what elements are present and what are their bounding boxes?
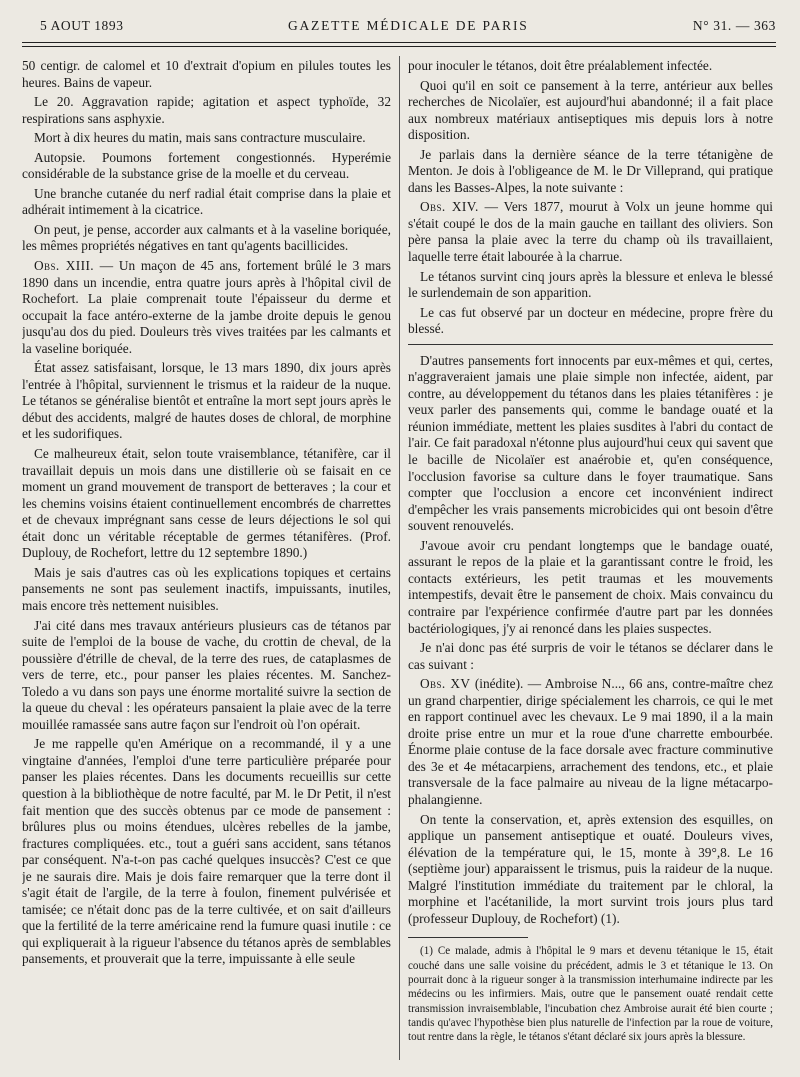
paragraph: [22, 446, 391, 562]
paragraph: [22, 222, 391, 255]
paragraph-text: J'avoue avoir cru pendant longtemps que le bandage ouaté, assurant le repos de la plaie et la garantissant contre le froid, les contacts extérieurs, les petit traumas et les mouvements intempestifs, devait être le pansement de choix. Mais convaincu du contraire par l'expérience confirmée d'autre part par les données bactériologiques, j'y ai renoncé dans les plaies suspectes.: [408, 537, 773, 636]
paragraph: [22, 130, 391, 147]
paragraph: [22, 618, 391, 734]
footnote: (1) Ce malade, admis à l'hôpital le 9 mars et devenu tétanique le 15, était couché dans une salle voisine du précédent, admis le 3 et tétanique le 13. On pourrait donc à la rigueur songer à la transmission interhumaine indirecte par les médecins ou les infirmiers. Mais, outre que le pansement ouaté rendait cette transmission invraisemblable, l'incubation chez Ambroise aurait été bien courte ; tandis qu'avec l'hypothèse bien plus naturelle de l'infection par la roue de voiture, tout rentre dans la règle, le tétanos s'étant déclaré six jours après la blessure.: [408, 945, 773, 1044]
paragraph-text: J'ai cité dans mes travaux antérieurs plusieurs cas de tétanos par suite de l'emploi de la bouse de vache, du crottin de cheval, de la poussière d'étrille de cheval, de la terre des rues, de cataplasmes de vers de terre, etc., pour panser les plaies récentes. M. Sanchez-Toledo a vu dans son pays une énorme mortalité suivre la section de la queue du cheval : les opérateurs pansaient la plaie avec de la terre mouillée ramassée sans autre façon sur l'endroit où l'on opérait.: [22, 617, 391, 732]
paragraph-text: pour inoculer le tétanos, doit être préalablement infectée.: [408, 58, 713, 73]
paragraph-text: Mort à dix heures du matin, mais sans contracture musculaire.: [34, 130, 366, 146]
observation-label: Obs. XV: [420, 676, 471, 692]
column-divider: [399, 56, 400, 1060]
header-rule-bottom: [22, 46, 776, 47]
paragraph-text: Le tétanos survint cinq jours après la blessure et enleva le blessé le surlendemain de son apparition.: [408, 268, 773, 301]
section-separator: [408, 344, 773, 345]
paragraph: [408, 199, 773, 265]
paragraph: [408, 640, 773, 673]
paragraph-text: Mais je sais d'autres cas où les explications topiques et certains pansements ne sont pas seulement inactifs, impuissants, inutiles, mais encore très nettement nuisibles.: [22, 564, 391, 613]
paragraph-text: Je n'ai donc pas été surpris de voir le tétanos se déclarer dans le cas suivant :: [408, 640, 773, 672]
observation-label: Obs. XIII.: [34, 258, 95, 274]
paragraph-text: Quoi qu'il en soit ce pansement à la terre, antérieur aux belles recherches de Nicolaïer, est aujourd'hui abandonné; il a fait place aux nombreux matériaux antiseptiques mis depuis lors à notre disposition.: [408, 77, 773, 143]
paragraph-text: Je me rappelle qu'en Amérique on a recommandé, il y a une vingtaine d'années, l'emploi d'une terre particulière préparée pour panser les plaies récentes. Dans les documents recueillis sur cette question à la bibliothèque de notre faculté, par M. le Dr Petit, il n'est fait mention que des succès obtenus par ce mode de pansement : brûlures plus ou moins étendues, ulcères rebelles de la jambe, fractures compliquées. etc., tout a guéri sans accident, sans tétanos par conséquent. N'a-t-on pas caché quelques insuccès? C'est ce que je ne saurais dire. Mais je dois faire remarquer que la terre dont il s'agit était de l'argile, de la terre à foulon, finement pulvérisée et tamisée; ce n'était donc pas de la terre cultivée, et on sait d'ailleurs que la fertilité de la terre américaine rend la fumure quasi inutile : ce qui expliquerait à la rigueur l'absence du tétanos après de semblables pansements, et prouverait que la terre, impuissante à elle seule: [22, 736, 391, 967]
paragraph: [22, 94, 391, 127]
paragraph-text: Le 20. Aggravation rapide; agitation et aspect typhoïde, 32 respirations sans asphyxie.: [22, 94, 391, 126]
paragraph: [22, 186, 391, 219]
paragraph-text: 50 centigr. de calomel et 10 d'extrait d'opium en pilules toutes les heures. Bains de vapeur.: [22, 58, 391, 90]
paragraph-text: On peut, je pense, accorder aux calmants et à la vaseline boriquée, les mêmes propriétés négatives en tant qu'agents bacillicides.: [22, 221, 391, 254]
paragraph-text: État assez satisfaisant, lorsque, le 13 mars 1890, dix jours après l'entrée à l'hôpital, surviennent le trismus et la raideur de la nuque. Le tétanos se généralise bientôt et entraîne la mort sept jours après le début des accidents, malgré de hautes doses de chloral, de morphine et les sudorifiques.: [22, 360, 391, 442]
footnote-rule: [408, 937, 528, 938]
paragraph-text: Autopsie. Poumons fortement congestionnés. Hyperémie considérable de la substance grise de la moelle et du cerveau.: [22, 149, 391, 182]
paragraph-text: — Un maçon de 45 ans, fortement brûlé le 3 mars 1890 dans un incendie, entra quatre jours après à l'hôpital civil de Rochefort. La plaie comprenait toute l'épaisseur du derme et occupait la face antéro-externe de la jambe droite depuis le genou jusqu'au dos du pied. Douleurs très vives traitées par les calmants et la vaseline boriquée.: [22, 258, 391, 356]
paragraph: [22, 58, 391, 91]
paragraph: [408, 538, 773, 637]
observation-label: Obs. XIV.: [420, 199, 479, 215]
page-header: [40, 18, 776, 38]
paragraph: [22, 360, 391, 443]
paragraph-text: — Vers 1877, mourut à Volx un jeune homme qui s'était coupé le dos de la main gauche en taillant des oliviers. Son père pansa la plaie avec la terre du champ où ils travaillaient, laquelle terre était labourée à la charrue.: [408, 199, 773, 265]
paragraph: [408, 78, 773, 144]
paragraph: [408, 269, 773, 302]
paragraph-text: Je parlais dans la dernière séance de la terre tétanigène de Menton. Je dois à l'obligeance de M. le Dr Villeprand, qui pratique dans les Basses-Alpes, la note suivante :: [408, 146, 773, 195]
paragraph: [408, 58, 773, 75]
paragraph: [408, 676, 773, 808]
paragraph-text: (inédite). — Ambroise N..., 66 ans, contre-maître chez un grand charpentier, dirige spécialement les charrois, ce qui le met en rapport continuel avec les chevaux. Le 9 mai 1890, il a la main droite prise entre un mur et la roue d'une charrette embourbée. Énorme plaie contuse de la face dorsale avec fracture comminutive des 3e et 4e métacarpiens, arrachement des tendons, etc., et plaie transversale de la face palmaire au niveau de la ligne métacarpo- phalangienne.: [408, 676, 773, 807]
paragraph-text: D'autres pansements fort innocents par eux-mêmes et qui, certes, n'aggraveraient jamais une plaie simple non infectée, aident, par contre, au développement du tétanos dans les plaies tétanifères : je veux parler des pansements qui, comme le bandage ouaté et la réunion immédiate, mettent les plaies susdites à l'abri du contact de l'air. Ce fait paradoxal n'étonne plus aujourd'hui ceux qui savent que le bacille de Nicolaïer est anaérobie et, qu'en conséquence, l'occlusion favorise sa culture dans le foyer traumatique. Sans compter que l'occlusion a encore cet inconvénient indirect d'empêcher les vrais pansements microbicides qui ont besoin d'être souvent renouvelés.: [408, 352, 773, 534]
paragraph: [408, 353, 773, 535]
paragraph: [22, 736, 391, 968]
paragraph: [22, 565, 391, 615]
issue-page-number: N° 31. — 363: [692, 18, 776, 33]
paragraph-text: Une branche cutanée du nerf radial était comprise dans la plaie et adhérait intimement à la cicatrice.: [22, 185, 391, 218]
header-rule-top: [22, 42, 776, 43]
left-column: [22, 58, 391, 1068]
paragraph-text: Ce malheureux était, selon toute vraisemblance, tétanifère, car il travaillait depuis un mois dans une distillerie où se faisait en ce moment un grand mouvement de transport de betteraves ; la cour et les chemins voisins étaient continuellement encombrés de charrettes et de chevaux imprégnant sans cesse de leurs déjections le sol qui était donc un véritable réceptable de germes tétanifères. (Prof. Duplouy, de Rochefort, lettre du 12 septembre 1890.): [22, 446, 391, 561]
paragraph: [22, 150, 391, 183]
paragraph-text: On tente la conservation, et, après extension des esquilles, on applique un pansement antiseptique et ouaté. Douleurs vives, élévation de la température qui, le 15, monte à 39°,8. Le 16 (septième jour) apparaissent le trismus, puis la raideur de la nuque. Malgré l'institution immédiate du traitement par le chloral, la morphine et l'acétanilide, la mort survint trois jours plus tard (professeur Duplouy, de Rochefort) (1).: [408, 811, 773, 926]
paragraph-text: Le cas fut observé par un docteur en médecine, propre frère du blessé.: [408, 304, 773, 337]
issue-date: 5 AOUT 1893: [40, 18, 124, 33]
paragraph: [408, 812, 773, 928]
paragraph: [408, 305, 773, 338]
paragraph: [408, 147, 773, 197]
journal-title: GAZETTE MÉDICALE DE PARIS: [287, 18, 529, 33]
right-column: [408, 58, 773, 1068]
paragraph: [22, 258, 391, 357]
